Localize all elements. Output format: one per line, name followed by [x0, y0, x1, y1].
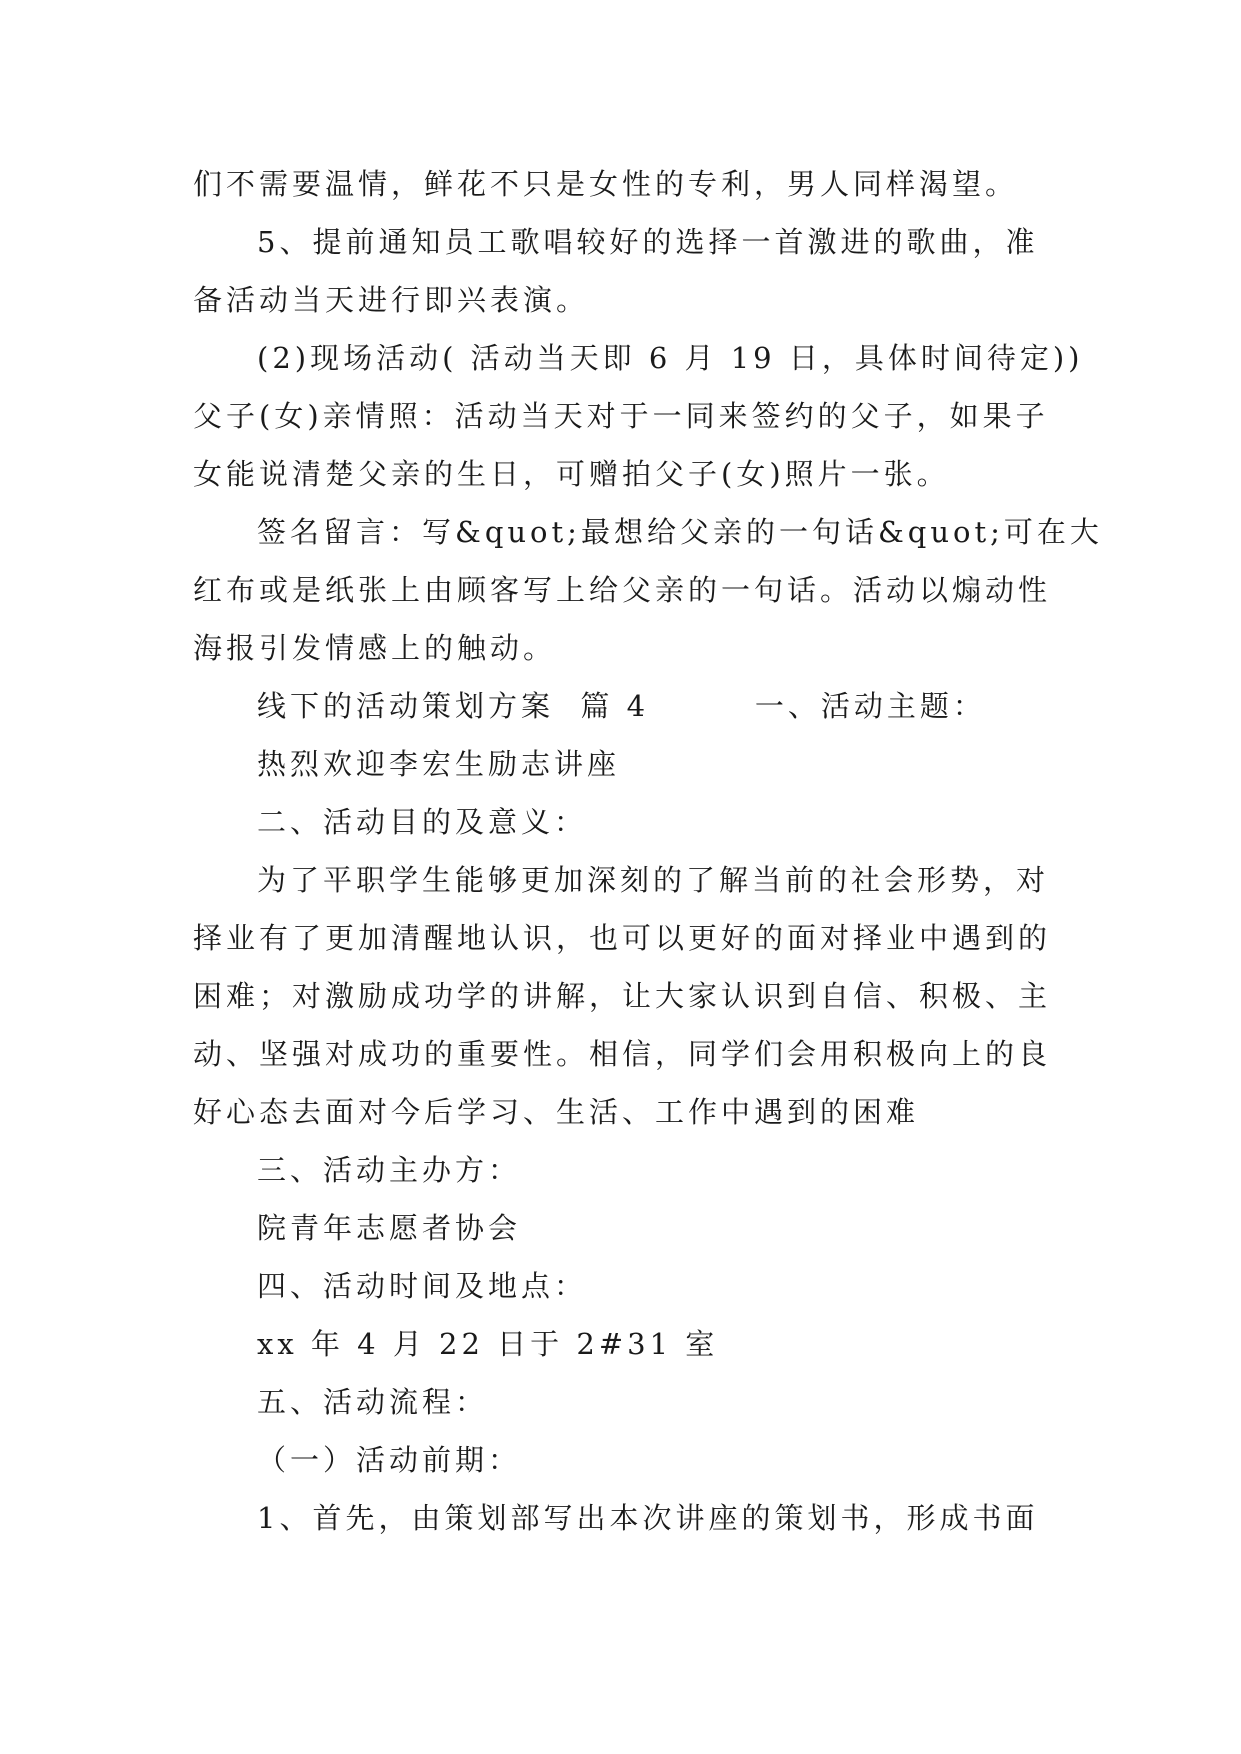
text-line: xx 年 4 月 22 日于 2#31 室	[257, 1327, 719, 1361]
text-line: 动、坚强对成功的重要性。相信，同学们会用积极向上的良	[193, 1037, 1052, 1071]
text-line: 院青年志愿者协会	[257, 1211, 522, 1245]
text-line: 好心态去面对今后学习、生活、工作中遇到的困难	[193, 1095, 920, 1129]
text-line: 五、活动流程：	[257, 1385, 489, 1419]
text-line: 三、活动主办方：	[257, 1153, 522, 1187]
text-line: （一）活动前期：	[257, 1443, 522, 1477]
text-line: 1、首先，由策划部写出本次讲座的策划书，形成书面	[257, 1501, 1039, 1535]
text-line: 们不需要温情，鲜花不只是女性的专利，男人同样渴望。	[193, 167, 1019, 201]
text-line: 5、提前通知员工歌唱较好的选择一首激进的歌曲，准	[257, 225, 1039, 259]
text-line: 红布或是纸张上由顾客写上给父亲的一句话。活动以煽动性	[193, 573, 1052, 607]
text-line: 父子(女)亲情照：活动当天对于一同来签约的父子，如果子	[193, 399, 1049, 433]
text-line: 择业有了更加清醒地认识，也可以更好的面对择业中遇到的	[193, 921, 1052, 955]
text-line: 热烈欢迎李宏生励志讲座	[257, 747, 621, 781]
text-line: 女能说清楚父亲的生日，可赠拍父子(女)照片一张。	[193, 457, 950, 491]
text-line: 海报引发情感上的触动。	[193, 631, 557, 665]
text-line: 签名留言：写&quot;最想给父亲的一句话&quot;可在大	[257, 515, 1103, 549]
text-line: (2)现场活动( 活动当天即 6 月 19 日，具体时间待定))	[257, 341, 1084, 375]
document-body	[193, 155, 1103, 1547]
text-line: 备活动当天进行即兴表演。	[193, 283, 590, 317]
text-line: 线下的活动策划方案 篇 4 一、活动主题：	[257, 689, 986, 723]
text-line: 二、活动目的及意义：	[257, 805, 588, 839]
text-line: 四、活动时间及地点：	[257, 1269, 588, 1303]
text-line: 为了平职学生能够更加深刻的了解当前的社会形势，对	[257, 863, 1050, 897]
text-line: 困难；对激励成功学的讲解，让大家认识到自信、积极、主	[193, 979, 1052, 1013]
